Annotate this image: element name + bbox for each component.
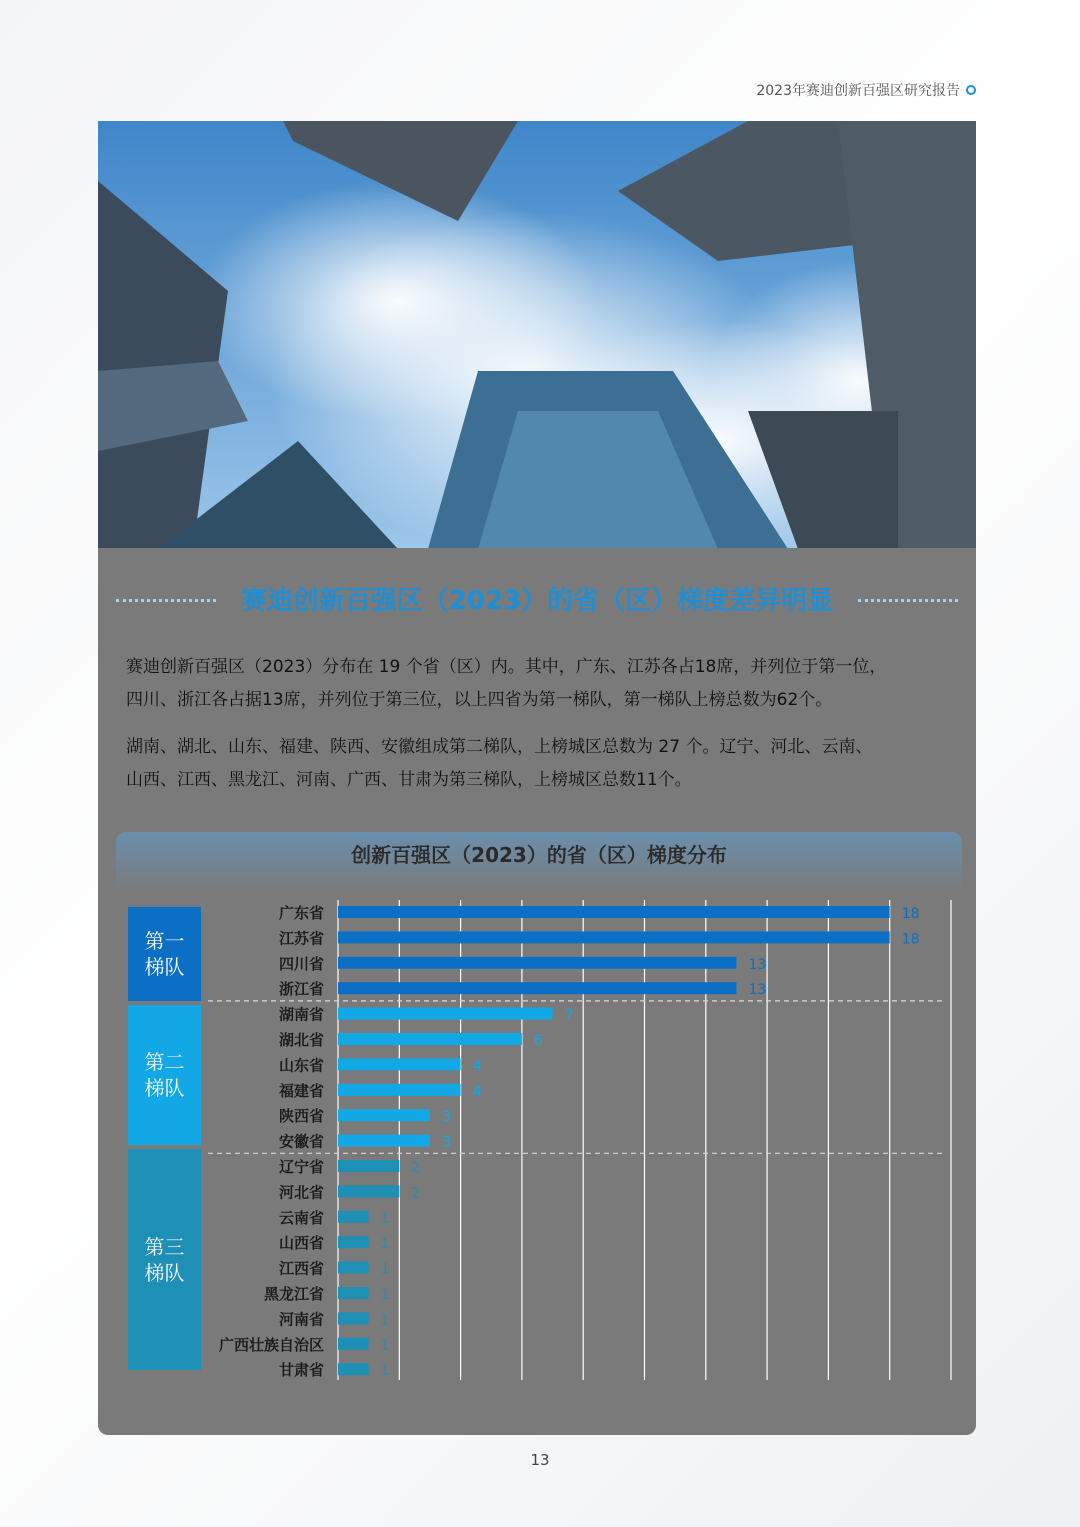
report-title: 2023年赛迪创新百强区研究报告 bbox=[756, 83, 960, 99]
category-label: 广东省 bbox=[278, 904, 324, 922]
data-label: 1 bbox=[380, 1287, 390, 1303]
tier-bar-chart bbox=[98, 548, 976, 1435]
data-label: 1 bbox=[380, 1210, 390, 1227]
category-label: 广西壮族自治区 bbox=[218, 1335, 324, 1354]
tier-2-line-1: 第二 bbox=[144, 1050, 185, 1074]
tier-2-line-2: 梯队 bbox=[144, 1076, 185, 1100]
paragraph-2-line-2: 山西、江西、黑龙江、河南、广西、甘肃为第三梯队，上榜城区总数11个。 bbox=[126, 770, 692, 790]
bar bbox=[338, 1287, 369, 1299]
skyscraper-photo bbox=[98, 121, 976, 549]
data-label: 1 bbox=[380, 1236, 390, 1253]
data-label: 7 bbox=[564, 1007, 574, 1024]
category-label: 湖南省 bbox=[278, 1005, 324, 1024]
category-label: 安徽省 bbox=[278, 1132, 324, 1151]
tier-3-line-1: 第三 bbox=[144, 1234, 185, 1259]
bar bbox=[338, 957, 736, 969]
category-label: 浙江省 bbox=[278, 980, 324, 999]
section-title: 赛迪创新百强区（2023）的省（区）梯度差异明显 bbox=[240, 586, 834, 616]
data-label: 13 bbox=[748, 956, 767, 973]
bar bbox=[338, 906, 890, 918]
tier-1-line-1: 第一 bbox=[144, 929, 185, 953]
category-label: 江苏省 bbox=[278, 929, 324, 948]
bar bbox=[338, 1338, 369, 1350]
data-label: 3 bbox=[441, 1109, 451, 1126]
paragraph-2-line-1: 湖南、湖北、山东、福建、陕西、安徽组成第二梯队，上榜城区总数为 27 个。辽宁、河北、云南、 bbox=[126, 737, 873, 757]
data-label: 3 bbox=[441, 1134, 451, 1151]
category-label: 云南省 bbox=[278, 1208, 324, 1227]
bar bbox=[338, 1084, 461, 1096]
data-label: 1 bbox=[380, 1337, 390, 1354]
category-label: 山东省 bbox=[278, 1056, 324, 1075]
bar bbox=[338, 1109, 430, 1121]
bar bbox=[338, 1363, 369, 1375]
bar bbox=[338, 931, 890, 943]
data-label: 2 bbox=[411, 1160, 421, 1176]
bar bbox=[338, 1312, 369, 1324]
data-label: 18 bbox=[901, 906, 920, 922]
category-label: 湖北省 bbox=[278, 1031, 324, 1049]
category-label: 江西省 bbox=[278, 1259, 324, 1278]
tier-1-line-2: 梯队 bbox=[144, 955, 185, 979]
bar bbox=[338, 1058, 461, 1070]
category-label: 河北省 bbox=[278, 1183, 324, 1202]
bar bbox=[338, 1236, 369, 1248]
data-label: 1 bbox=[380, 1312, 390, 1329]
data-label: 4 bbox=[472, 1083, 482, 1100]
bar bbox=[338, 1008, 553, 1020]
bar bbox=[338, 1033, 522, 1045]
bar bbox=[338, 1211, 369, 1223]
category-label: 辽宁省 bbox=[278, 1158, 324, 1176]
paragraph-1-line-2: 四川、浙江各占据13席，并列位于第三位，以上四省为第一梯队，第一梯队上榜总数为62个。 bbox=[126, 690, 833, 710]
bar bbox=[338, 982, 736, 994]
data-label: 1 bbox=[380, 1261, 390, 1278]
category-label: 山西省 bbox=[278, 1234, 324, 1253]
page-number: 13 bbox=[530, 1451, 550, 1469]
data-label: 6 bbox=[533, 1033, 543, 1049]
category-label: 甘肃省 bbox=[278, 1361, 324, 1380]
data-label: 4 bbox=[472, 1058, 482, 1075]
bar bbox=[338, 1135, 430, 1147]
data-label: 13 bbox=[748, 982, 767, 999]
ring-icon bbox=[966, 85, 976, 95]
bar bbox=[338, 1160, 399, 1172]
category-label: 河南省 bbox=[278, 1310, 324, 1329]
bar bbox=[338, 1185, 399, 1197]
category-label: 四川省 bbox=[278, 954, 324, 973]
data-label: 1 bbox=[380, 1363, 390, 1380]
data-label: 2 bbox=[411, 1185, 421, 1202]
tier-3-line-2: 梯队 bbox=[144, 1260, 185, 1285]
category-label: 福建省 bbox=[278, 1081, 324, 1100]
category-label: 黑龙江省 bbox=[263, 1285, 324, 1303]
chart-title: 创新百强区（2023）的省（区）梯度分布 bbox=[351, 843, 727, 867]
content-panel bbox=[98, 548, 976, 1435]
paragraph-1-line-1: 赛迪创新百强区（2023）分布在 19 个省（区）内。其中，广东、江苏各占18席，并列位于第一位， bbox=[126, 657, 887, 677]
data-label: 18 bbox=[901, 931, 920, 948]
category-label: 陕西省 bbox=[278, 1107, 324, 1126]
report-header bbox=[756, 80, 976, 100]
bar bbox=[338, 1262, 369, 1274]
